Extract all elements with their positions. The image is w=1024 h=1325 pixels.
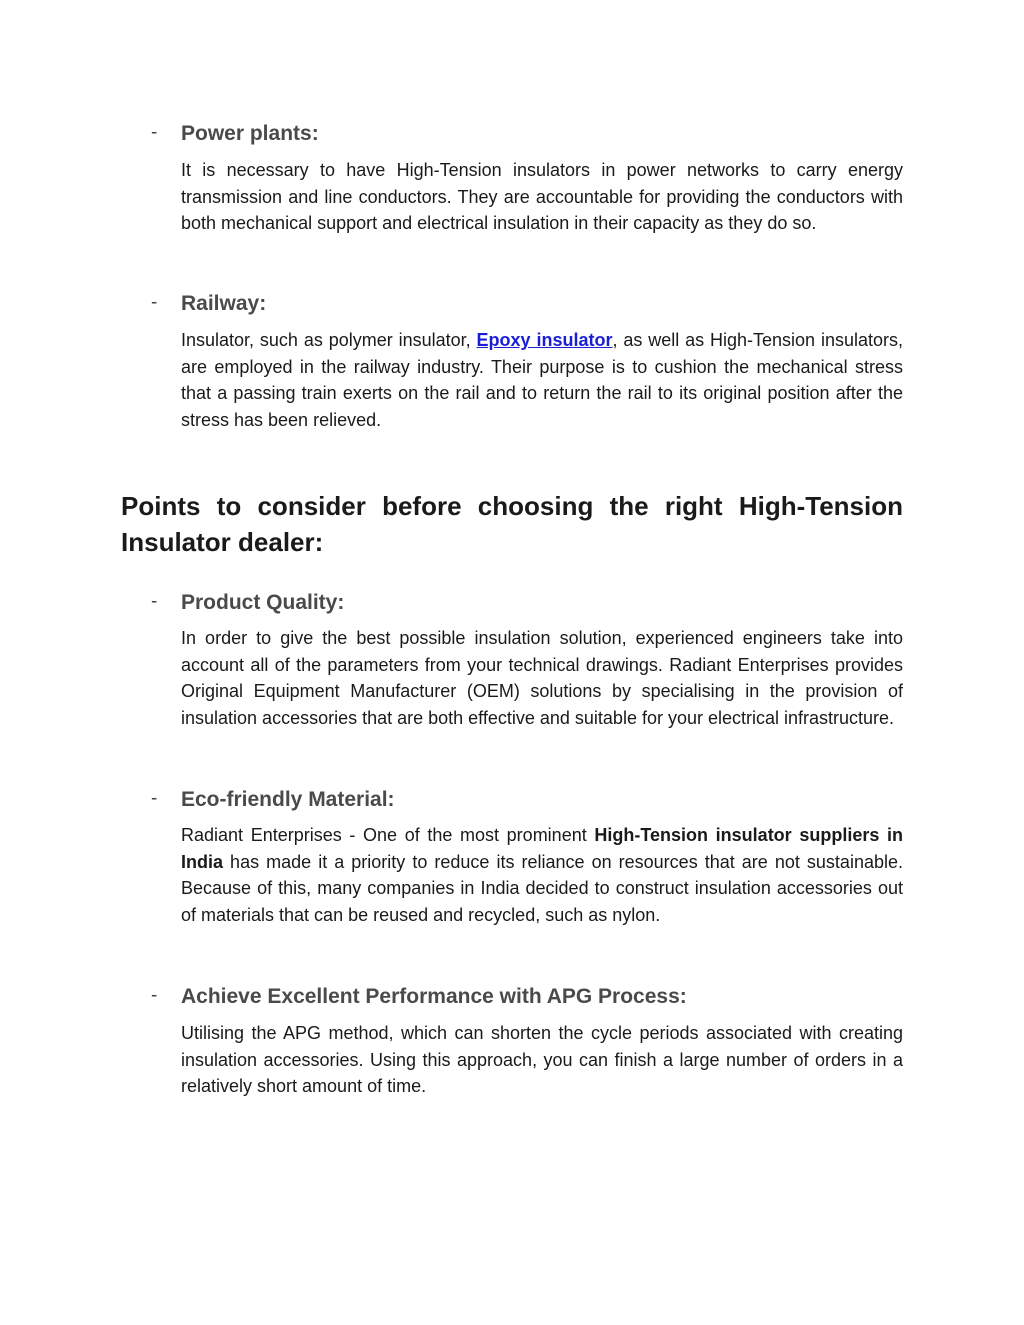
railway-body [181, 327, 903, 433]
power-plants-body: It is necessary to have High-Tension insulators in power networks to carry energy transmission and line conductors. They are accountable for providing the conductors with both mechanical support and electrical insulation in their capacity as they do so. [181, 160, 903, 233]
power-plants-heading: Power plants: [181, 122, 319, 145]
railway-body-text-start: Insulator, such as polymer insulator, [181, 330, 477, 350]
eco-friendly-heading: Eco-friendly Material: [181, 788, 395, 811]
apg-process-body: Utilising the APG method, which can shorten the cycle periods associated with creating insulation accessories. Using this approach, you can finish a large number of orders in a relatively short amount of time. [181, 1023, 903, 1096]
suppliers-emphasis: High-Tension insulator suppliers in India [181, 825, 904, 872]
section-title: Points to consider before choosing the right High-Tension Insulator dealer: [121, 491, 903, 557]
bullet-dash: - [151, 985, 158, 1006]
bullet-dash: - [151, 292, 158, 313]
product-quality-body: In order to give the best possible insulation solution, experienced engineers take into account all of the parameters from your technical drawings. Radiant Enterprises provides Original Equipment Manufacturer (OEM) solutions by specialising in the provision of insulation accessories that are both effective and suitable for your electrical infrastructure. [181, 628, 903, 728]
railway-body-text-end: , as well as High-Tension insulators, are employed in the railway industry. Their purpose is to cushion the mechanical stress that a passing train exerts on the rail and to return the rail to its original position after the stress has been relieved. [181, 330, 903, 430]
eco-friendly-body-text-end: has made it a priority to reduce its reliance on resources that are not sustainable. Because of this, many companies in India decided to construct insulation accessories out of materials that can be reused and recycled, such as nylon. [181, 851, 903, 925]
bullet-dash: - [151, 591, 158, 612]
bullet-dash: - [151, 788, 158, 809]
apg-process-heading: Achieve Excellent Performance with APG Process: [181, 985, 687, 1008]
eco-friendly-body-text-start: Radiant Enterprises - One of the most prominent [181, 825, 595, 845]
eco-friendly-body [181, 822, 903, 928]
bullet-dash: - [151, 122, 158, 143]
railway-heading: Railway: [181, 292, 267, 315]
product-quality-heading: Product Quality: [181, 591, 345, 614]
epoxy-insulator-link[interactable]: Epoxy insulator [476, 330, 613, 350]
